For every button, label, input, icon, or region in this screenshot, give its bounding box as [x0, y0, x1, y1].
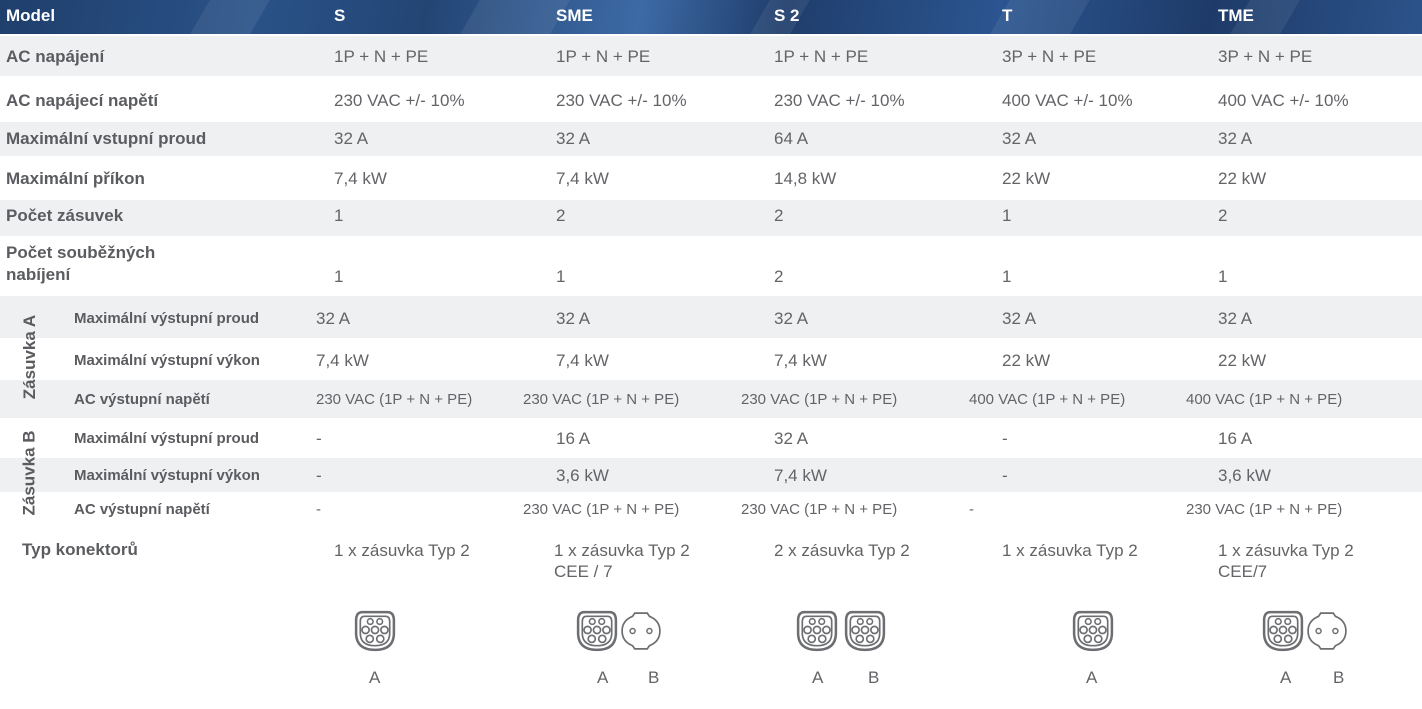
cell: 16 A — [556, 429, 591, 448]
connector-text-s: 1 x zásuvka Typ 2 — [334, 541, 470, 560]
type2-socket-icon — [796, 610, 838, 652]
table-header — [0, 0, 1422, 34]
socket-letter: B — [1333, 668, 1345, 687]
socket-letter: B — [868, 668, 880, 687]
socket-letter: A — [1086, 668, 1098, 687]
cell: 1 — [556, 267, 566, 286]
cell: 14,8 kW — [774, 169, 837, 188]
cell: 32 A — [1218, 129, 1253, 148]
cell: 32 A — [774, 429, 809, 448]
cee7-socket-icon — [1306, 610, 1348, 652]
socket-a-group-label: Zásuvka A — [20, 314, 40, 400]
cell: 230 VAC (1P + N + PE) — [316, 391, 473, 408]
row-max-input-current — [0, 122, 1422, 156]
type2-socket-icon — [1072, 610, 1114, 652]
cee7-socket-icon — [620, 610, 662, 652]
cell: 32 A — [556, 309, 591, 328]
cell: 22 kW — [1218, 169, 1267, 188]
row-b-ac-output-voltage — [0, 494, 1422, 526]
row-a-max-output-power — [0, 340, 1422, 378]
cell: - — [1002, 429, 1008, 448]
cell: 2 — [774, 206, 784, 225]
cell: - — [316, 466, 322, 485]
cell: 7,4 kW — [774, 351, 827, 370]
model-tme-header: TME — [1218, 6, 1254, 25]
cell: 1 — [334, 267, 344, 286]
type2-socket-icon — [576, 610, 618, 652]
connector-text-t: 1 x zásuvka Typ 2 — [1002, 541, 1138, 560]
cell: 22 kW — [1218, 351, 1267, 370]
row-label: Maximální vstupní proud — [6, 129, 207, 148]
cell: 2 — [774, 267, 784, 286]
cell: - — [969, 501, 974, 518]
cell: 3,6 kW — [1218, 466, 1271, 485]
cell: 32 A — [1002, 309, 1037, 328]
cell: 400 VAC +/- 10% — [1218, 91, 1349, 110]
socket-letter: A — [812, 668, 824, 687]
row-label-line1: Počet souběžných — [6, 243, 156, 262]
cell: 7,4 kW — [556, 351, 609, 370]
model-header-label: Model — [6, 6, 56, 25]
cell: 2 — [556, 206, 566, 225]
cell: 7,4 kW — [316, 351, 369, 370]
type2-socket-icon — [1262, 610, 1304, 652]
connector-type-label: Typ konektorů — [22, 540, 138, 559]
cell: 3,6 kW — [556, 466, 609, 485]
cell: 22 kW — [1002, 351, 1051, 370]
cell: 400 VAC +/- 10% — [1002, 91, 1133, 110]
model-s2-header: S 2 — [774, 6, 800, 25]
cell: 1 — [1002, 267, 1012, 286]
cell: 1P + N + PE — [334, 47, 429, 66]
cell: 32 A — [774, 309, 809, 328]
cell: 3P + N + PE — [1218, 47, 1313, 66]
row-label: AC výstupní napětí — [74, 501, 210, 518]
cell: - — [316, 429, 322, 448]
cell: - — [1002, 466, 1008, 485]
cell: 1 — [1002, 206, 1012, 225]
row-b-max-output-current — [0, 420, 1422, 456]
type2-socket-icon — [844, 610, 886, 652]
model-s-header: S — [334, 6, 346, 25]
cell: 7,4 kW — [334, 169, 387, 188]
cell: 7,4 kW — [556, 169, 609, 188]
row-label-line2: nabíjení — [6, 265, 71, 284]
cell: 3P + N + PE — [1002, 47, 1097, 66]
model-t-header: T — [1002, 6, 1013, 25]
model-sme-header: SME — [556, 6, 593, 25]
row-label: AC napájecí napětí — [6, 91, 159, 110]
cell: 230 VAC (1P + N + PE) — [1186, 501, 1343, 518]
socket-letter: A — [597, 668, 609, 687]
cell: 32 A — [334, 129, 369, 148]
cell: 230 VAC (1P + N + PE) — [741, 391, 898, 408]
row-a-ac-output-voltage — [0, 380, 1422, 418]
row-label: Maximální výstupní výkon — [74, 352, 260, 369]
row-label: Maximální výstupní proud — [74, 310, 260, 327]
cell: 64 A — [774, 129, 809, 148]
row-label: AC napájení — [6, 47, 105, 66]
cell: 1P + N + PE — [774, 47, 869, 66]
connector-text-sme: 1 x zásuvka Typ 2 CEE / 7 — [554, 541, 690, 581]
cell: 22 kW — [1002, 169, 1051, 188]
row-label: Maximální výstupní proud — [74, 430, 260, 447]
cell: 230 VAC +/- 10% — [774, 91, 905, 110]
row-socket-count — [0, 200, 1422, 236]
socket-b-group-label: Zásuvka B — [20, 430, 40, 516]
row-b-max-output-power — [0, 458, 1422, 492]
row-max-power — [0, 158, 1422, 198]
cell: 32 A — [556, 129, 591, 148]
cell: 1 — [334, 206, 344, 225]
row-label: AC výstupní napětí — [74, 391, 210, 408]
type2-socket-icon — [354, 610, 396, 652]
cell: 400 VAC (1P + N + PE) — [1186, 391, 1343, 408]
cell: 230 VAC +/- 10% — [334, 91, 465, 110]
cell: 2 — [1218, 206, 1228, 225]
row-label: Maximální příkon — [6, 169, 145, 188]
cell: 230 VAC (1P + N + PE) — [523, 391, 680, 408]
connector-text-s2: 2 x zásuvka Typ 2 — [774, 541, 910, 560]
cell: 1P + N + PE — [556, 47, 651, 66]
cell: 1 — [1218, 267, 1228, 286]
cell: - — [316, 501, 321, 518]
row-a-max-output-current — [0, 296, 1422, 338]
row-ac-supply — [0, 36, 1422, 76]
socket-letter: A — [1280, 668, 1292, 687]
cell: 32 A — [316, 309, 351, 328]
row-label: Maximální výstupní výkon — [74, 467, 260, 484]
cell: 7,4 kW — [774, 466, 827, 485]
cell: 230 VAC (1P + N + PE) — [741, 501, 898, 518]
row-ac-voltage — [0, 78, 1422, 120]
connector-text-tme: 1 x zásuvka Typ 2 CEE/7 — [1218, 541, 1354, 581]
cell: 32 A — [1002, 129, 1037, 148]
socket-letter: B — [648, 668, 660, 687]
row-concurrent-charging — [0, 238, 1422, 294]
row-label: Počet zásuvek — [6, 206, 124, 225]
cell: 230 VAC (1P + N + PE) — [523, 501, 680, 518]
socket-letter: A — [369, 668, 381, 687]
cell: 230 VAC +/- 10% — [556, 91, 687, 110]
cell: 400 VAC (1P + N + PE) — [969, 391, 1126, 408]
cell: 16 A — [1218, 429, 1253, 448]
cell: 32 A — [1218, 309, 1253, 328]
